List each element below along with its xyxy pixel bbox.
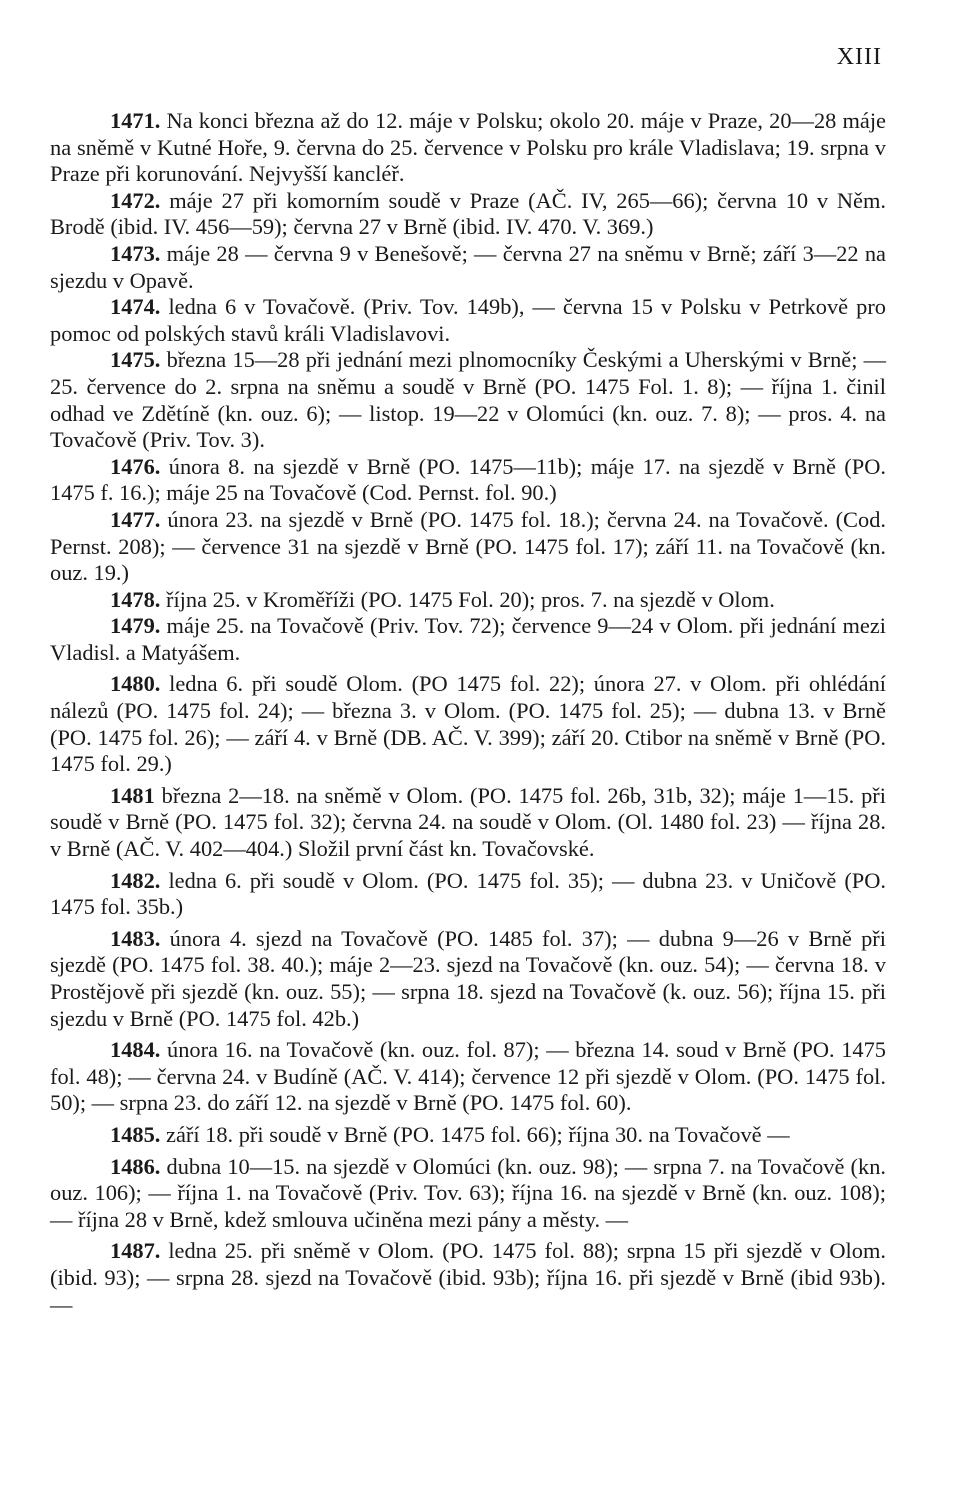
entry-year: 1471. <box>110 108 161 133</box>
entry-year: 1474. <box>110 294 161 320</box>
entry <box>50 507 886 587</box>
entry-text: února 23. na sjezdě v Brně (PO. 1475 fol. 18.); června 24. na Tovačově. (Cod. Pernst. 208); — července 31 na sjezdě v Brně (PO. 1475 fol. 17); září 11. na Tovačově (kn. ouz. 19.) <box>50 506 886 586</box>
page-number: XIII <box>836 44 882 70</box>
entry-year: 1485. <box>110 1121 161 1147</box>
entry <box>50 671 886 777</box>
entry-text: máje 25. na Tovačově (Priv. Tov. 72); července 9—24 v Olom. při jednání mezi Vladisl. a Matyášem. <box>50 613 886 665</box>
entry-year: 1479. <box>110 613 161 639</box>
entry-text: února 16. na Tovačově (kn. ouz. fol. 87); — března 14. soud v Brně (PO. 1475 fol. 48); — června 24. v Budíně (AČ. V. 414); července 12 při sjezdě v Olom. (PO. 1475 fol. 50); — srpna 23. do září 12. na sjezdě v Brně (PO. 1475 fol. 60). <box>50 1037 887 1116</box>
entry-text: března 2—18. na sněmě v Olom. (PO. 1475 fol. 26b, 31b, 32); máje 1—15. při soudě v Brně (PO. 1475 fol. 32); června 24. na soudě v Olom. (Ol. 1480 fol. 23) — října 28. v Brně (AČ. V. 402—404.) Složil první část kn. Tovačovské. <box>50 782 886 862</box>
entry-text: ledna 6. při soudě v Olom. (PO. 1475 fol. 35); — dubna 23. v Uničově (PO. 1475 fol. 35b.) <box>50 867 886 920</box>
entry <box>50 868 886 921</box>
entry-text: dubna 10—15. na sjezdě v Olomúci (kn. ouz. 98); — srpna 7. na Tovačově (kn. ouz. 106); — října 1. na Tovačově (Priv. Tov. 63); října 16. na sjezdě v Brně (kn. ouz. 108); — října 28 v Brně, kdež smlouva učiněna mezi pány a městy. — <box>50 1153 886 1232</box>
entry-year: 1476. <box>110 453 161 479</box>
entry <box>50 108 886 188</box>
entry-text: února 4. sjezd na Tovačově (PO. 1485 fol. 37); — dubna 9—26 v Brně při sjezdě (PO. 1475 fol. 38. 40.); máje 2—23. sjezd na Tovačově (kn. ouz. 54); — června 18. v Prostějově při sjezdě (kn. ouz. 55); — srpna 18. sjezd na Tovačově (k. ouz. 56); října 15. při sjezdu v Brně (PO. 1475 fol. 42b.) <box>50 925 886 1031</box>
entry <box>50 587 886 614</box>
entry-year: 1475. <box>110 347 161 373</box>
entry-text: Na konci března až do 12. máje v Polsku; okolo 20. máje v Praze, 20—28 máje na sněmě v Kutné Hoře, 9. června do 25. července v Polsku pro krále Vladislava; 19. srpna v Praze při korunování. Nejvyšší kancléř. <box>50 108 886 187</box>
entry-year: 1473. <box>110 240 161 266</box>
entry-text: ledna 25. při sněmě v Olom. (PO. 1475 fol. 88); srpna 15 při sjezdě v Olom. (ibid. 93); — srpna 28. sjezd na Tovačově (ibid. 93b); října 16. při sjezdě v Brně (ibid 93b). — <box>50 1238 886 1317</box>
entry-text: máje 27 při komorním soudě v Praze (AČ. IV, 265—66); června 10 v Něm. Brodě (ibid. IV. 456—59); června 27 v Brně (ibid. IV. 470. V. 369.) <box>50 187 886 240</box>
entry <box>50 1122 886 1149</box>
entry-year: 1477. <box>110 506 161 532</box>
entry-year: 1486. <box>110 1153 161 1179</box>
entry-text: září 18. při soudě v Brně (PO. 1475 fol. 66); října 30. na Tovačově — <box>166 1121 790 1147</box>
entry-year: 1481 <box>110 782 155 808</box>
entry <box>50 1037 886 1117</box>
entry-year: 1483. <box>110 925 161 951</box>
entry-year: 1472. <box>110 187 161 213</box>
entry <box>50 347 886 453</box>
entry <box>50 188 886 241</box>
entry-text: ledna 6. při soudě Olom. (PO 1475 fol. 22); února 27. v Olom. při ohlédání nálezů (PO. 1475 fol. 24); — března 3. v Olom. (PO. 1475 fol. 25); — dubna 13. v Brně (PO. 1475 fol. 26); — září 4. v Brně (DB. AČ. V. 399); září 20. Ctibor na sněmě v Brně (PO. 1475 fol. 29.) <box>50 671 886 777</box>
entry <box>50 1154 886 1234</box>
entry-text: února 8. na sjezdě v Brně (PO. 1475—11b); máje 17. na sjezdě v Brně (PO. 1475 f. 16.); máje 25 na Tovačově (Cod. Pernst. fol. 90.) <box>50 453 886 506</box>
entry-text: máje 28 — června 9 v Benešově; — června 27 na sněmu v Brně; září 3—22 na sjezdu v Opavě. <box>50 240 886 293</box>
entry <box>50 454 886 507</box>
entry <box>50 613 886 666</box>
entry-text: ledna 6 v Tovačově. (Priv. Tov. 149b), — června 15 v Polsku v Petrkově pro pomoc od polských stavů králi Vladislavovi. <box>50 294 886 346</box>
entry <box>50 241 886 294</box>
chronology-list <box>50 108 886 1318</box>
entry <box>50 294 886 347</box>
entry-text: října 25. v Kroměříži (PO. 1475 Fol. 20); pros. 7. na sjezdě v Olom. <box>166 586 775 612</box>
entry <box>50 1238 886 1318</box>
entry-text: března 15—28 při jednání mezi plnomocníky Českými a Uherskými v Brně; — 25. července do 2. srpna na sněmu a soudě v Brně (PO. 1475 Fol. 1. 8); — října 1. činil odhad ve Zdětíně (kn. ouz. 6); — listop. 19—22 v Olomúci (kn. ouz. 7. 8); — pros. 4. na Tovačově (Priv. Tov. 3). <box>50 347 886 453</box>
entry-year: 1478. <box>110 586 161 612</box>
entry-year: 1482. <box>110 867 161 893</box>
entry-year: 1487. <box>110 1238 161 1264</box>
entry <box>50 926 886 1032</box>
entry-year: 1484. <box>110 1037 161 1063</box>
entry <box>50 783 886 863</box>
entry-year: 1480. <box>110 671 161 697</box>
